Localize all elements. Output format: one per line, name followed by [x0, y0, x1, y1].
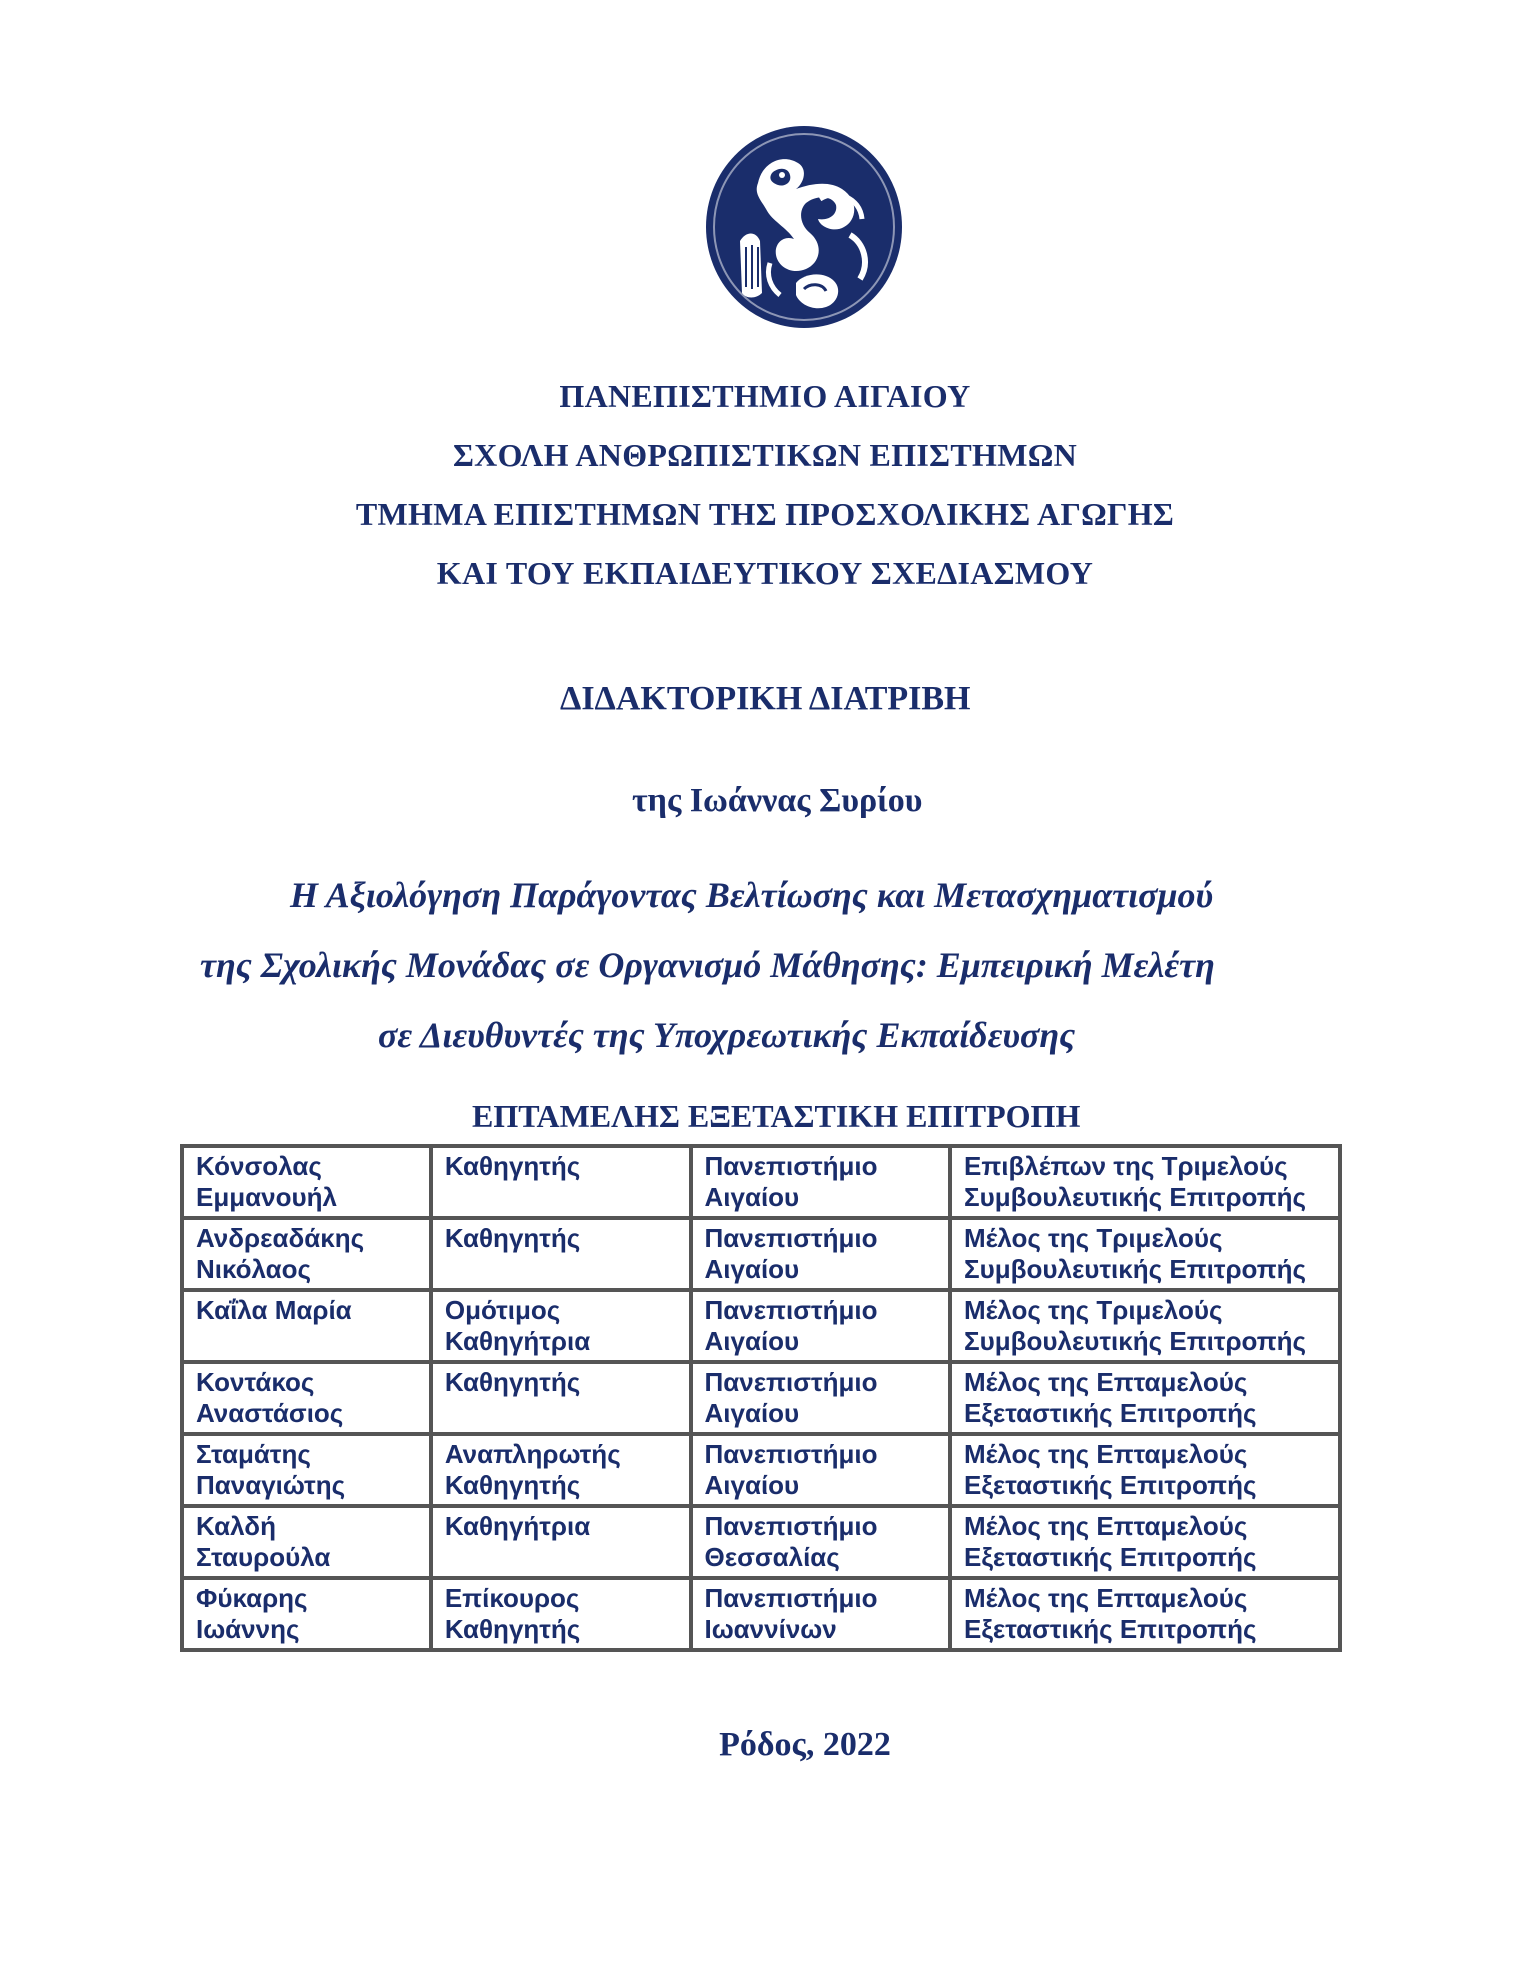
member-role-cell: Μέλος της Τριμελούς Συμβουλευτικής Επιτροπής	[950, 1290, 1340, 1362]
member-name-cell: Σταμάτης Παναγιώτης	[182, 1434, 431, 1506]
member-rank-cell: Ομότιμος Καθηγήτρια	[431, 1290, 691, 1362]
member-name-cell: Ανδρεαδάκης Νικόλαος	[182, 1218, 431, 1290]
member-university-cell: Πανεπιστήμιο Αιγαίου	[691, 1218, 950, 1290]
member-name-cell: Καΐλα Μαρία	[182, 1290, 431, 1362]
thesis-title-line-1: Η Αξιολόγηση Παράγοντας Βελτίωσης και Μετασχηματισμού	[290, 875, 1214, 915]
department-name: ΤΜΗΜΑ ΕΠΙΣΤΗΜΩΝ ΤΗΣ ΠΡΟΣΧΟΛΙΚΗΣ ΑΓΩΓΗΣ	[355, 496, 1175, 532]
member-name-cell: Καλδή Σταυρούλα	[182, 1506, 431, 1578]
thesis-type: ΔΙΔΑΚΤΟΡΙΚΗ ΔΙΑΤΡΙΒΗ	[560, 680, 971, 717]
member-name-cell: Κόνσολας Εμμανουήλ	[182, 1146, 431, 1218]
thesis-title-line-3: σε Διευθυντές της Υποχρεωτικής Εκπαίδευσης	[378, 1015, 1076, 1055]
department-name-cont: ΚΑΙ ΤΟΥ ΕΚΠΑΙΔΕΥΤΙΚΟΥ ΣΧΕΔΙΑΣΜΟΥ	[436, 555, 1094, 591]
member-rank-cell: Καθηγητής	[431, 1146, 691, 1218]
member-name-cell: Κοντάκος Αναστάσιος	[182, 1362, 431, 1434]
table-row	[182, 1146, 1340, 1218]
member-rank-cell: Καθηγητής	[431, 1362, 691, 1434]
table-row	[182, 1362, 1340, 1434]
member-university-cell: Πανεπιστήμιο Θεσσαλίας	[691, 1506, 950, 1578]
member-university-cell: Πανεπιστήμιο Ιωαννίνων	[691, 1578, 950, 1650]
member-university-cell: Πανεπιστήμιο Αιγαίου	[691, 1146, 950, 1218]
member-rank-cell: Αναπληρωτής Καθηγητής	[431, 1434, 691, 1506]
member-name-cell: Φύκαρης Ιωάννης	[182, 1578, 431, 1650]
table-row	[182, 1290, 1340, 1362]
member-rank-cell: Καθηγητής	[431, 1218, 691, 1290]
table-row	[182, 1434, 1340, 1506]
member-university-cell: Πανεπιστήμιο Αιγαίου	[691, 1362, 950, 1434]
member-role-cell: Μέλος της Επταμελούς Εξεταστικής Επιτροπής	[950, 1362, 1340, 1434]
committee-heading: ΕΠΤΑΜΕΛΗΣ ΕΞΕΤΑΣΤΙΚΗ ΕΠΙΤΡΟΠΗ	[472, 1098, 1081, 1134]
member-role-cell: Μέλος της Επταμελούς Εξεταστικής Επιτροπής	[950, 1434, 1340, 1506]
member-role-cell: Μέλος της Τριμελούς Συμβουλευτικής Επιτροπής	[950, 1218, 1340, 1290]
thesis-title-line-2: της Σχολικής Μονάδας σε Οργανισμό Μάθησης: Εμπειρική Μελέτη	[200, 945, 1215, 985]
table-row	[182, 1506, 1340, 1578]
member-role-cell: Μέλος της Επταμελούς Εξεταστικής Επιτροπής	[950, 1578, 1340, 1650]
member-university-cell: Πανεπιστήμιο Αιγαίου	[691, 1290, 950, 1362]
author-line: της Ιωάννας Συρίου	[632, 782, 923, 819]
place-date: Ρόδος, 2022	[719, 1726, 891, 1763]
university-seal-icon	[700, 123, 908, 331]
committee-table	[180, 1144, 1342, 1652]
member-university-cell: Πανεπιστήμιο Αιγαίου	[691, 1434, 950, 1506]
table-row	[182, 1218, 1340, 1290]
member-rank-cell: Επίκουρος Καθηγητής	[431, 1578, 691, 1650]
member-rank-cell: Καθηγήτρια	[431, 1506, 691, 1578]
member-role-cell: Μέλος της Επταμελούς Εξεταστικής Επιτροπής	[950, 1506, 1340, 1578]
table-row	[182, 1578, 1340, 1650]
university-name: ΠΑΝΕΠΙΣΤΗΜΙΟ ΑΙΓΑΙΟΥ	[559, 378, 971, 414]
member-role-cell: Επιβλέπων της Τριμελούς Συμβουλευτικής Επιτροπής	[950, 1146, 1340, 1218]
school-name: ΣΧΟΛΗ ΑΝΘΡΩΠΙΣΤΙΚΩΝ ΕΠΙΣΤΗΜΩΝ	[452, 437, 1078, 473]
